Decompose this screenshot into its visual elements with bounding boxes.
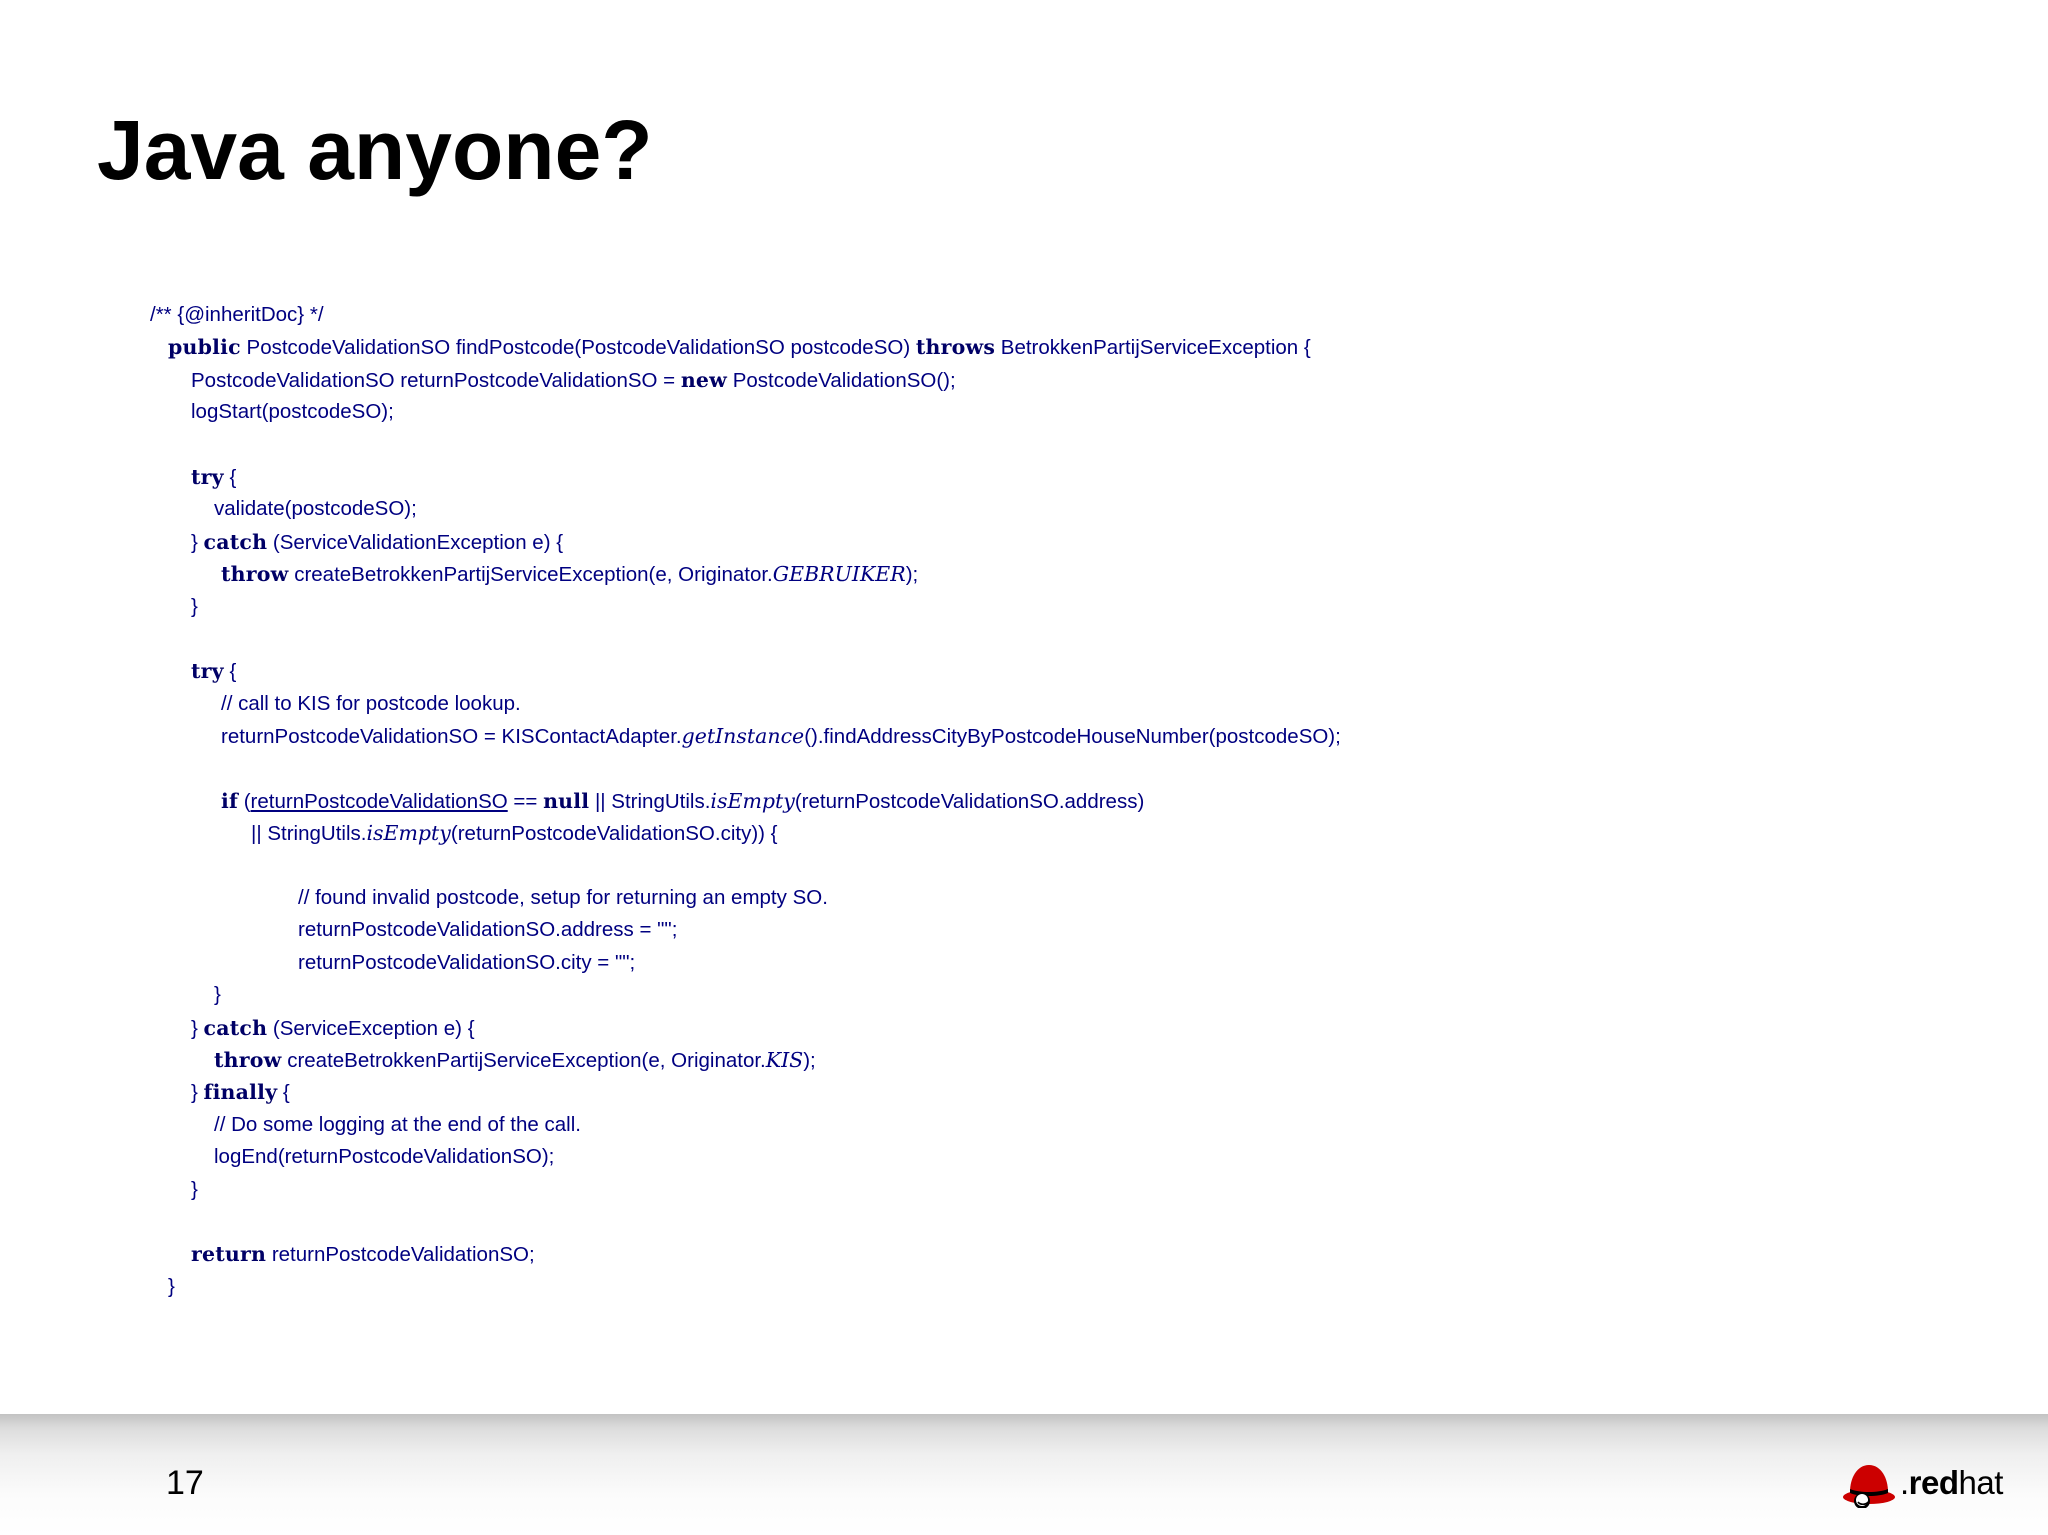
code-text: ==: [507, 789, 544, 813]
code-keyword: throw: [221, 562, 289, 587]
code-line: [150, 1238, 1370, 1270]
code-keyword: throw: [214, 1047, 282, 1072]
code-text: || StringUtils.: [251, 822, 367, 846]
code-keyword: finally: [203, 1080, 278, 1105]
code-line: [150, 720, 1370, 752]
code-keyword: new: [680, 367, 728, 392]
code-keyword: catch: [203, 529, 268, 554]
code-text: (returnPostcodeValidationSO.address): [794, 789, 1145, 813]
code-keyword: catch: [203, 1015, 268, 1040]
code-keyword: if: [221, 788, 239, 813]
code-text: || StringUtils.: [589, 789, 711, 813]
code-line: [150, 591, 1370, 623]
code-line: [150, 914, 1370, 946]
footer-band: [0, 1414, 2048, 1535]
code-text: }: [191, 1177, 198, 1201]
code-keyword: try: [191, 659, 224, 684]
code-listing: [150, 299, 1370, 1303]
code-static-reference: isEmpty: [366, 821, 451, 846]
code-text: }: [191, 594, 198, 618]
code-text: }: [191, 1016, 204, 1040]
code-keyword: return: [191, 1242, 267, 1267]
code-text: );: [905, 563, 919, 587]
code-text: (ServiceException e) {: [267, 1016, 475, 1040]
code-line: [150, 1044, 1370, 1076]
code-text: returnPostcodeValidationSO: [250, 789, 508, 813]
code-line: [150, 1141, 1370, 1173]
redhat-logo: [1842, 1454, 2003, 1510]
logo-word-red: red: [1908, 1463, 1959, 1501]
code-line: [150, 1076, 1370, 1108]
code-text: );: [803, 1048, 816, 1072]
code-text: // found invalid postcode, setup for returning an empty SO.: [298, 886, 828, 910]
code-text: createBetrokkenPartijServiceException(e, Originator.: [281, 1048, 766, 1072]
code-line: [150, 817, 1370, 849]
code-line: [150, 655, 1370, 687]
code-line: [150, 558, 1370, 590]
code-line: [150, 785, 1370, 817]
code-line: [150, 1012, 1370, 1044]
code-text: }: [214, 983, 221, 1007]
code-line: [150, 299, 1370, 331]
code-static-reference: getInstance: [681, 724, 805, 749]
code-line: [150, 1206, 1370, 1238]
code-line: [150, 1109, 1370, 1141]
code-text: }: [191, 1081, 204, 1105]
code-text: {: [223, 660, 237, 684]
code-line: [150, 882, 1370, 914]
code-line: [150, 364, 1370, 396]
code-keyword: null: [543, 788, 590, 813]
redhat-shadowman-icon: [1842, 1456, 1896, 1508]
logo-suffix: .: [1900, 1463, 1909, 1501]
code-line: [150, 1271, 1370, 1303]
code-text: (ServiceValidationException e) {: [267, 530, 564, 554]
code-text: ().findAddressCityByPostcodeHouseNumber(postcodeSO);: [804, 725, 1341, 749]
code-line: [150, 526, 1370, 558]
code-line: [150, 947, 1370, 979]
code-text: validate(postcodeSO);: [214, 497, 417, 521]
code-line: [150, 850, 1370, 882]
code-text: PostcodeValidationSO returnPostcodeValidationSO =: [191, 368, 681, 392]
code-text: logStart(postcodeSO);: [191, 400, 394, 424]
code-line: [150, 979, 1370, 1011]
code-line: [150, 461, 1370, 493]
code-text: createBetrokkenPartijServiceException(e, Originator.: [288, 563, 773, 587]
code-text: }: [191, 530, 204, 554]
code-text: returnPostcodeValidationSO.address = "";: [298, 918, 678, 942]
code-text: BetrokkenPartijServiceException {: [995, 336, 1311, 360]
code-line: [150, 396, 1370, 428]
code-static-reference: GEBRUIKER: [772, 562, 906, 587]
code-text: /** {@inheritDoc} */: [150, 303, 324, 326]
code-line: [150, 493, 1370, 525]
code-text: // call to KIS for postcode lookup.: [221, 691, 521, 715]
code-text: PostcodeValidationSO();: [727, 368, 956, 392]
code-line: [150, 429, 1370, 461]
code-line: [150, 1174, 1370, 1206]
code-line: [150, 331, 1370, 363]
code-text: logEnd(returnPostcodeValidationSO);: [214, 1145, 555, 1169]
redhat-wordmark: [1900, 1463, 2003, 1501]
code-line: [150, 688, 1370, 720]
code-text: {: [223, 465, 237, 489]
code-text: (returnPostcodeValidationSO.city)) {: [450, 822, 778, 846]
code-line: [150, 623, 1370, 655]
slide-title: Java anyone?: [97, 103, 653, 197]
code-keyword: throws: [915, 335, 996, 360]
code-keyword: public: [168, 335, 241, 360]
code-text: returnPostcodeValidationSO.city = "";: [298, 950, 636, 974]
code-keyword: try: [191, 464, 224, 489]
code-text: // Do some logging at the end of the call.: [214, 1112, 581, 1136]
code-line: [150, 752, 1370, 784]
code-text: PostcodeValidationSO findPostcode(PostcodeValidationSO postcodeSO): [240, 336, 916, 360]
code-text: (: [238, 789, 251, 813]
code-static-reference: KIS: [765, 1047, 804, 1072]
code-static-reference: isEmpty: [710, 788, 795, 813]
page-number: 17: [166, 1464, 204, 1502]
code-text: }: [168, 1274, 175, 1298]
code-text: returnPostcodeValidationSO = KISContactAdapter.: [221, 725, 682, 749]
code-text: {: [277, 1081, 290, 1105]
logo-word-hat: hat: [1958, 1463, 2003, 1501]
code-text: returnPostcodeValidationSO;: [266, 1243, 535, 1267]
